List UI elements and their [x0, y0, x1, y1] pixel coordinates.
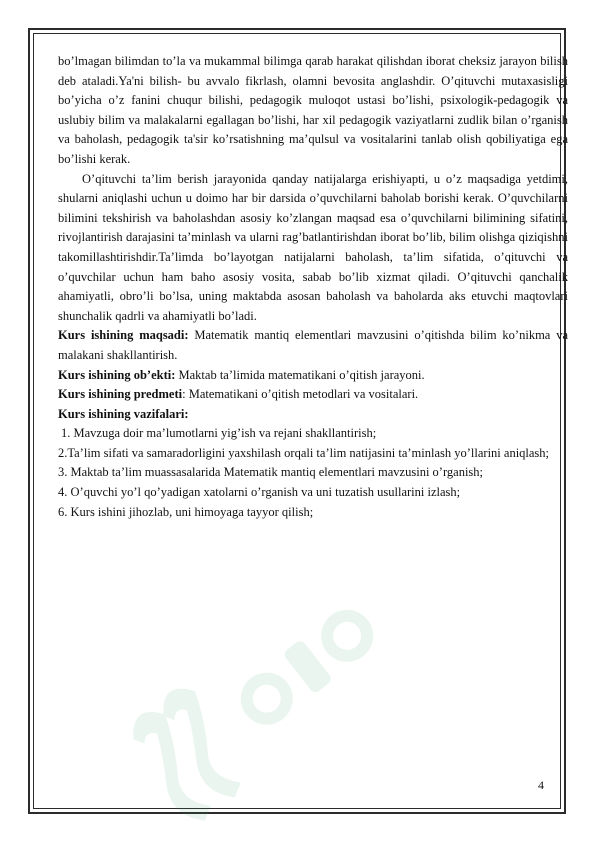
paragraph-intro: bo’lmagan bilimdan to’la va mukammal bilimga qarab harakat qilishdan iborat cheksiz jarayon bilish deb ataladi.Ya'ni bilish- bu avvalo fikrlash, olamni bevosita anglashdir. O’qituvchi mutaxasisligi bo’yicha o’z fanini chuqur bilishi, pedagogik muloqot ustasi bo’lishi, psixologik-pedagogik va uslubiy bilim va malakalarni egallagan bo’lishi, har xil pedagogik vaziyatlarni zudlik bilan o’rganish va baholash, pedagogik ta'sir ko’rsatishning ma’qulsul va vositalarini tanlab olish qobiliyatiga ega bo’lishi kerak. [58, 54, 568, 166]
document-body [58, 52, 568, 522]
course-goal-text: Matematik mantiq elementlari mavzusini o’qitishda bilim ko’nikma va malakani shakllantirish. [58, 328, 568, 362]
task-item: 3. Maktab ta’lim muassasalarida Matematik mantiq elementlari mavzusini o’rganish; [58, 465, 483, 480]
course-subject-label: Kurs ishining predmeti [58, 387, 183, 402]
task-item: 6. Kurs ishini jihozlab, uni himoyaga tayyor qilish; [58, 504, 314, 519]
course-object [58, 366, 568, 386]
course-subject-text: : Matematikani o’qitish metodlari va vositalari. [182, 387, 419, 402]
paragraph-assessment: O’qituvchi ta’lim berish jarayonida qanday natijalarga erishiyapti, u o’z maqsadiga yetdimi, shularni aniqlashi uchun u doimo har bir darsida o’quvchilarni baholab borishi kerak. O’quvchilarni bilimini tekshirish va baholashdan asosiy ko’zlangan maqsad esa o’quvchilarni bilimining sifatini, rivojlantirish darajasini ta’minlash va ularni rag’batlantirishdan iborat bo’lib, bilim olishga qiziqishni takomillashtirishdir.Ta’limda bo’layotgan natijalarni baholash, ta’lim sifatida, o’qituvchi va o’quvchilar uchun ham baho asosiy vosita, sabab bo’lib xizmat qiladi. O’qituvchi qanchalik ahamiyatli, obro’li bo’lsa, uning maktabda asosan baholash va baholarda aks etuvchi maqtovlari shunchalik qadrli va ahamiyatli bo’ladi. [58, 171, 568, 323]
task-item: 4. O’quvchi yo’l qo’yadigan xatolarni o’rganish va uni tuzatish usullarini izlash; [58, 485, 461, 500]
task-item: 1. Mavzuga doir ma’lumotlarni yig’ish va rejani shakllantirish; [61, 426, 377, 441]
course-object-label: Kurs ishining ob’ekti: [58, 367, 176, 382]
course-goal-label: Kurs ishining maqsadi: [58, 328, 189, 343]
course-subject [58, 385, 568, 405]
course-tasks-heading: Kurs ishining vazifalari: [58, 406, 189, 421]
page-number: 4 [538, 778, 544, 792]
task-item: 2.Ta’lim sifati va samaradorligini yaxshilash orqali ta’lim natijasini ta’minlash yo’llarini aniqlash; [58, 445, 550, 460]
course-goal [58, 326, 568, 365]
course-object-text: Maktab ta’limida matematikani o’qitish jarayoni. [175, 367, 425, 382]
